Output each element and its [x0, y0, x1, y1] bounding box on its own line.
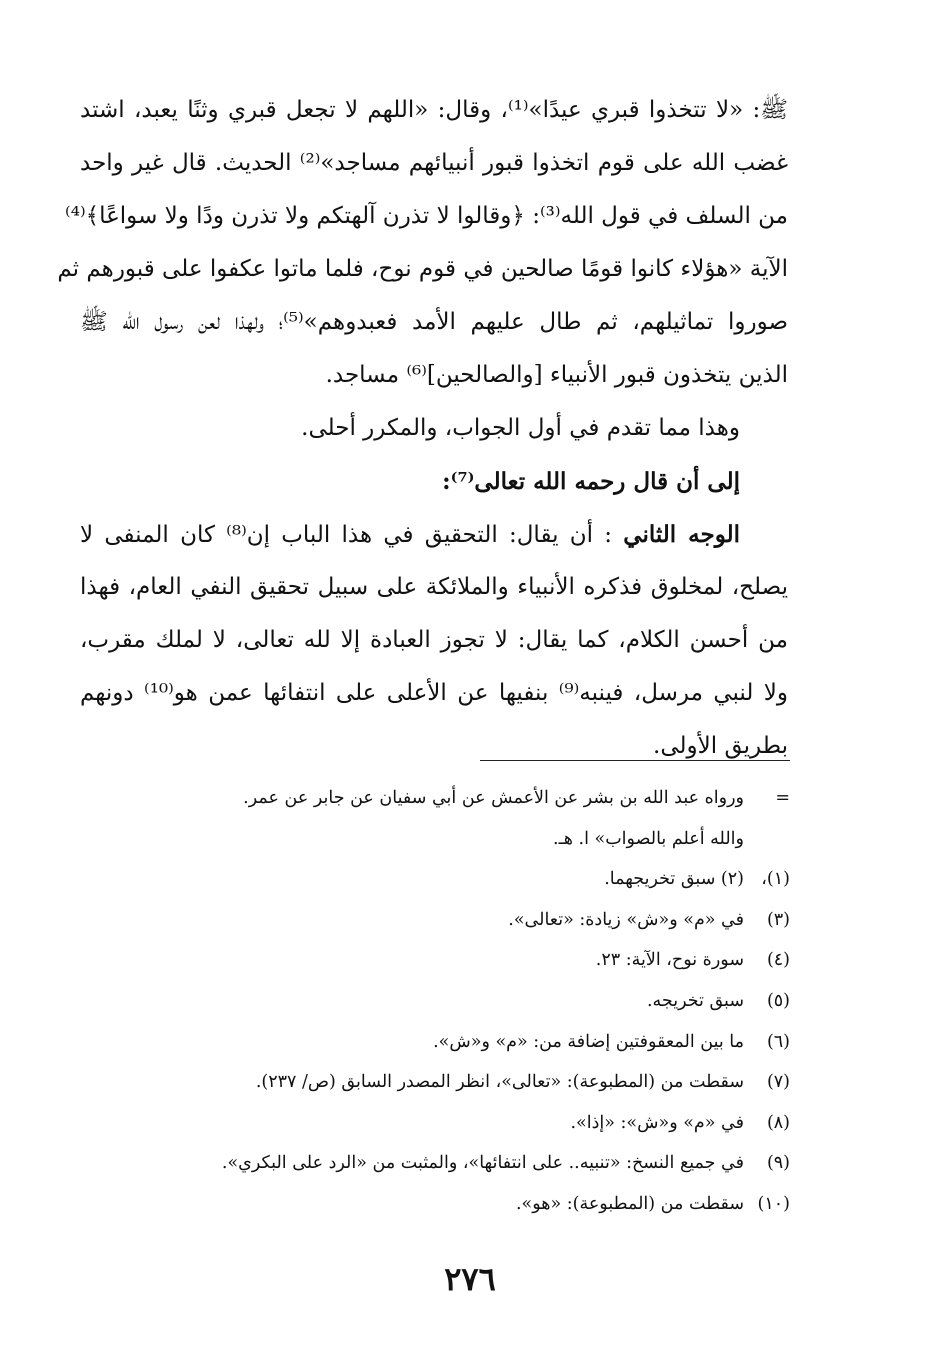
footnote-text: ورواه عبد الله بن بشر عن الأعمش عن أبي سفيان عن جابر عن عمر. [243, 788, 744, 808]
footnote-text: ما بين المعقوفتين إضافة من: «م» و«ش». [433, 1031, 744, 1052]
footnote-number: (٧) [766, 1072, 790, 1093]
footnote-text: سورة نوح، الآية: ٢٣. [595, 950, 744, 971]
text-line: ولا لنبي مرسل، فينبه⁽⁹⁾ بنفيها عن الأعلى على انتفائها عمن هو⁽¹⁰⁾ دونهم [80, 680, 788, 706]
footnote-number: (١)، [761, 869, 790, 890]
footnote-number: (٦) [766, 1031, 790, 1052]
footnote [120, 778, 790, 819]
second-aspect-text: : أن يقال: التحقيق في هذا الباب إن⁽⁸⁾ كان المنفى لا [80, 522, 624, 548]
footnote-number: (٥) [766, 990, 790, 1011]
footnote [120, 1184, 790, 1225]
page-number: ٢٧٦ [444, 1260, 496, 1298]
footnote [120, 1103, 790, 1144]
footnote-number: = [775, 788, 790, 808]
second-aspect-label: الوجه الثاني [623, 521, 740, 548]
footnote [120, 1062, 790, 1103]
footnote-number: (٤) [766, 950, 790, 971]
text-line: يصلح، لمخلوق فذكره الأنبياء والملائكة على سبيل تحقيق النفي العام، فهذا [80, 574, 788, 600]
footnote [120, 859, 790, 900]
footnote-text: في جميع النسخ: «تنبيه.. على انتفائها»، والمثبت من «الرد على البكري». [221, 1153, 744, 1174]
text-line: ﷺ: «لا تتخذوا قبري عيدًا»⁽¹⁾، وقال: «اللهم لا تجعل قبري وثنًا يعبد، اشتد [80, 97, 788, 123]
footnote [120, 1143, 790, 1184]
footnote [120, 819, 790, 860]
footnote-text: سقطت من (المطبوعة): «تعالى»، انظر المصدر السابق (ص/ ٢٣٧). [255, 1072, 744, 1093]
footnote-separator [480, 760, 790, 761]
footnote-number [744, 819, 790, 860]
text-line: الذين يتخذون قبور الأنبياء [والصالحين]⁽⁶⁾ مساجد. [325, 362, 788, 388]
main-text [57, 84, 788, 773]
text-line: وهذا مما تقدم في أول الجواب، والمكرر أحلى. [301, 415, 740, 441]
text-line: من السلف في قول الله⁽³⁾: ﴿وقالوا لا تذرن آلهتكم ولا تذرن ودًا ولا سواعًا﴾⁽⁴⁾ [65, 203, 788, 229]
text-line: غضب الله على قوم اتخذوا قبور أنبيائهم مساجد»⁽²⁾ الحديث. قال غير واحد [80, 150, 788, 176]
footnote-text: (٢) سبق تخريجهما. [604, 869, 744, 890]
footnote [120, 940, 790, 981]
footnote-text: سبق تخريجه. [646, 990, 744, 1011]
footnote-text: سقطت من (المطبوعة): «هو». [515, 1193, 744, 1214]
footnote [120, 900, 790, 941]
footnote-number: (٣) [766, 909, 790, 930]
footnote-number: (١٠) [757, 1193, 790, 1214]
footnote-text: في «م» و«ش»: «إذا». [570, 1112, 744, 1133]
footnote [120, 981, 790, 1022]
footnote-number: (٩) [766, 1153, 790, 1174]
text-line: الآية «هؤلاء كانوا قومًا صالحين في قوم نوح، فلما ماتوا عكفوا على قبورهم ثم [57, 256, 788, 282]
text-line [80, 508, 788, 561]
text-line: من أحسن الكلام، كما يقال: لا تجوز العبادة إلا لله تعالى، لا لملك مقرب، [80, 627, 788, 653]
footnote [120, 1022, 790, 1063]
footnote-text: والله أعلم بالصواب» ا. هـ. [553, 828, 744, 849]
footnotes [120, 778, 790, 1225]
text-line: بطريق الأولى. [653, 733, 788, 759]
footnote-text: في «م» و«ش» زيادة: «تعالى». [508, 909, 744, 930]
section-heading: إلى أن قال رحمه الله تعالى⁽⁷⁾: [442, 468, 740, 495]
text-line: صوروا تماثيلهم، ثم طال عليهم الأمد فعبدوهم»⁽⁵⁾؛ ولهذا لعن رسول الله ﷺ [80, 309, 788, 335]
footnote-number: (٨) [766, 1112, 790, 1133]
